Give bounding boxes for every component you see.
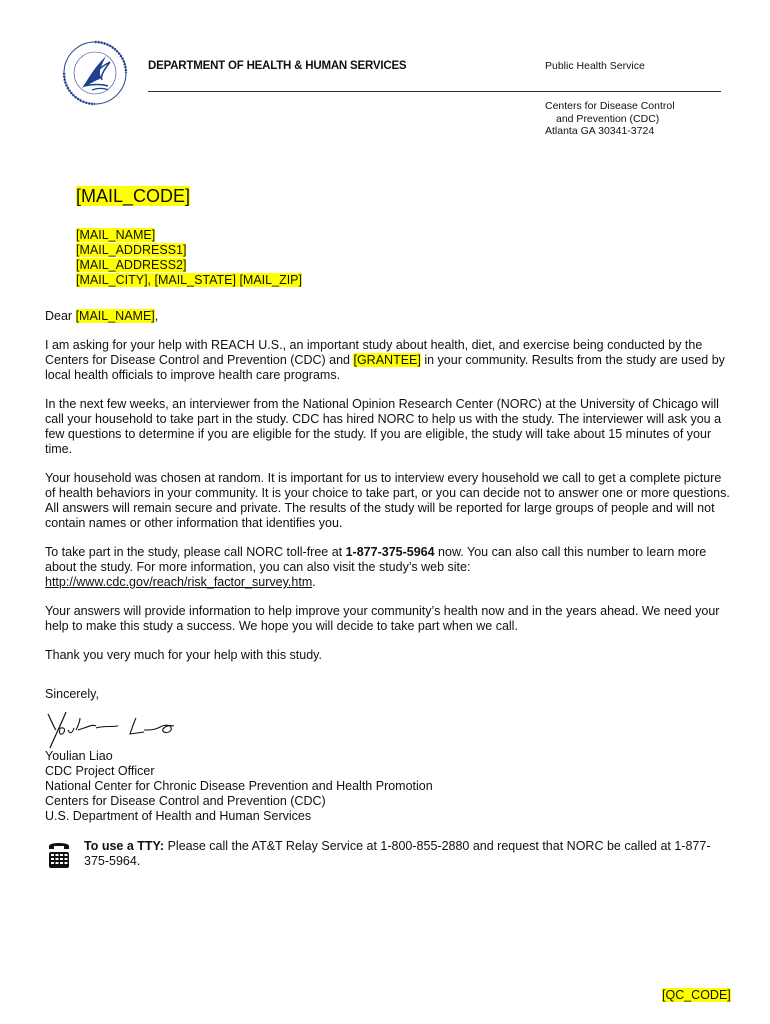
mail-code-value: [MAIL_CODE] bbox=[76, 186, 191, 206]
tty-text: Please call the AT&T Relay Service at 1-800-855-2880 and request that NORC be called at 1-877-375-5964. bbox=[84, 839, 711, 868]
agency-line-2: and Prevention (CDC) bbox=[556, 112, 660, 125]
service-name: Public Health Service bbox=[545, 60, 645, 72]
agency-line-1: Centers for Disease Control bbox=[545, 100, 675, 112]
paragraph-3: Your household was chosen at random. It is important for us to interview every household we call to get a complete picture of health behaviors in your community. It is your choice to take part, or you can decide not to answer one or more questions. All answers will remain secure and private. The results of the study will be reported for large groups of people and will not contain names or other information that identifies you. bbox=[45, 471, 730, 530]
qc-code bbox=[662, 988, 731, 1002]
qc-code-value: [QC_CODE] bbox=[662, 988, 731, 1002]
study-website-link[interactable]: http://www.cdc.gov/reach/risk_factor_survey.htm bbox=[45, 575, 313, 589]
paragraph-1-part-2: in your community. Results from the study are used by local health officials to improve health care programs. bbox=[45, 353, 725, 382]
signer-center: National Center for Chronic Disease Prevention and Health Promotion bbox=[45, 779, 433, 793]
address-line-1: [MAIL_ADDRESS1] bbox=[76, 243, 187, 257]
recipient-address bbox=[76, 228, 302, 288]
toll-free-number: 1-877-375-5964 bbox=[345, 545, 435, 559]
paragraph-1-part-1: I am asking for your help with REACH U.S., an important study about health, diet, and exercise being conducted by the Centers for Disease Control and Prevention (CDC) and bbox=[45, 338, 703, 367]
tty-label: To use a TTY: bbox=[84, 839, 165, 853]
signer-block bbox=[45, 749, 433, 824]
signer-department: U.S. Department of Health and Human Services bbox=[45, 809, 312, 823]
paragraph-4-part-1: To take part in the study, please call NORC toll-free at bbox=[45, 545, 346, 559]
agency-line-3: Atlanta GA 30341-3724 bbox=[545, 125, 655, 137]
department-name: DEPARTMENT OF HEALTH & HUMAN SERVICES bbox=[148, 60, 407, 72]
signer-name: Youlian Liao bbox=[45, 749, 113, 763]
signer-agency: Centers for Disease Control and Prevention (CDC) bbox=[45, 794, 326, 808]
letter-body bbox=[45, 309, 735, 716]
hhs-eagle-seal-icon bbox=[62, 40, 128, 106]
signer-title: CDC Project Officer bbox=[45, 764, 155, 778]
mail-code bbox=[76, 186, 190, 207]
closing: Sincerely, bbox=[45, 687, 99, 701]
address-line-2: [MAIL_ADDRESS2] bbox=[76, 258, 187, 272]
letterhead-divider bbox=[148, 91, 721, 92]
paragraph-5: Your answers will provide information to help improve your community’s health now and in the years ahead. We need your help to make this study a success. We hope you will decide to take part when we call. bbox=[45, 604, 720, 633]
salutation-suffix: , bbox=[154, 309, 159, 323]
paragraph-6: Thank you very much for your help with this study. bbox=[45, 648, 322, 662]
paragraph-4-part-3: . bbox=[312, 575, 316, 589]
address-city-state-zip: [MAIL_CITY], [MAIL_STATE] [MAIL_ZIP] bbox=[76, 273, 302, 287]
salutation bbox=[45, 309, 735, 324]
salutation-prefix: Dear bbox=[45, 309, 76, 323]
address-name: [MAIL_NAME] bbox=[76, 228, 156, 242]
tty-notice bbox=[84, 839, 729, 869]
paragraph-1 bbox=[45, 338, 735, 383]
paragraph-4-part-2: now. You can also call this number to learn more about the study. For more information, you can also visit the study’s web site: bbox=[45, 545, 707, 574]
salutation-name: [MAIL_NAME] bbox=[75, 309, 155, 323]
paragraph-4 bbox=[45, 545, 735, 590]
tty-phone-icon bbox=[46, 840, 72, 870]
agency-address bbox=[545, 100, 675, 138]
handwritten-signature bbox=[40, 708, 190, 752]
grantee-placeholder: [GRANTEE] bbox=[353, 353, 421, 367]
paragraph-2: In the next few weeks, an interviewer from the National Opinion Research Center (NORC) at the University of Chicago will call your household to take part in the study. CDC has hired NORC to help us with the study. The interviewer will ask you a few questions to determine if you are eligible for the study. If you are eligible, the study will take about 15 minutes of your time. bbox=[45, 397, 722, 456]
